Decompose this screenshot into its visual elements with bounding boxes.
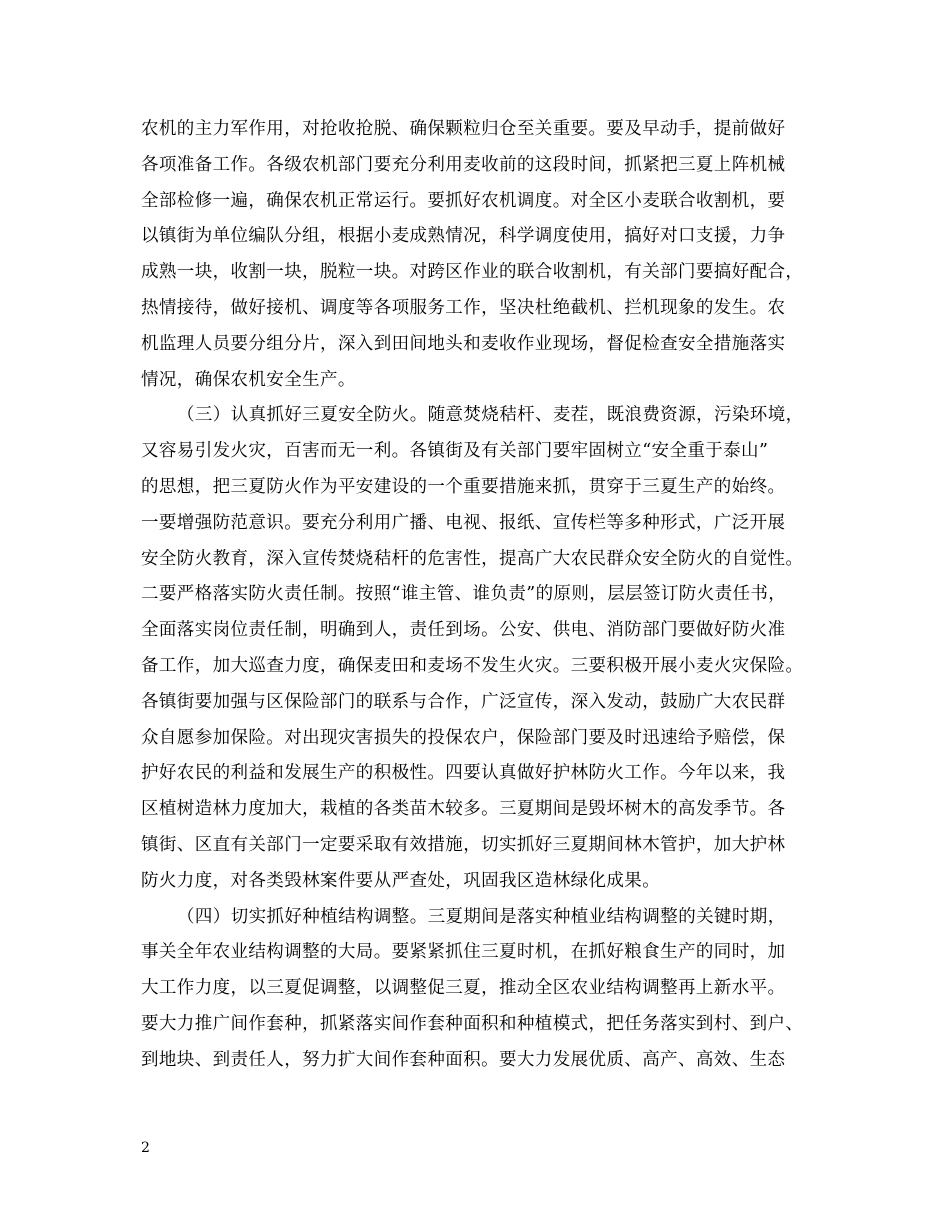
text-line: 情况，确保农机安全生产。 xyxy=(141,369,356,390)
text-line: 农机的主力军作用，对抢收抢脱、确保颗粒归仓至关重要。要及早动手，提前做好 xyxy=(141,119,786,139)
text-line: 防火力度，对各类毁林案件要从严查处，巩固我区造林绿化成果。 xyxy=(141,870,661,891)
text-line: 到地块、到责任人，努力扩大间作套种面积。要大力发展优质、高产、高效、生态 xyxy=(141,1049,786,1070)
body-text xyxy=(141,112,813,1079)
text-line: 成熟一块，收割一块，脱粒一块。对跨区作业的联合收割机，有关部门要搞好配合， xyxy=(141,262,804,283)
text-line: 各镇街要加强与区保险部门的联系与合作，广泛宣传，深入发动，鼓励广大农民群 xyxy=(141,691,786,712)
text-line: 以镇街为单位编队分组，根据小麦成熟情况，科学调度使用，搞好对口支援，力争 xyxy=(141,226,786,247)
text-line: 一要增强防范意识。要充分利用广播、电视、报纸、宣传栏等多种形式，广泛开展 xyxy=(141,512,786,533)
section-heading-line: （四）切实抓好种植结构调整。三夏期间是落实种植业结构调整的关键时期， xyxy=(177,906,786,927)
text-line: 全面落实岗位责任制，明确到人，责任到场。公安、供电、消防部门要做好防火准 xyxy=(141,620,786,641)
text-line: 热情接待，做好接机、调度等各项服务工作，坚决杜绝截机、拦机现象的发生。农 xyxy=(141,297,786,318)
text-line: 护好农民的利益和发展生产的积极性。四要认真做好护林防火工作。今年以来，我 xyxy=(141,763,786,784)
text-line: 机监理人员要分组分片，深入到田间地头和麦收作业现场，督促检查安全措施落实 xyxy=(141,333,786,354)
text-line: 全部检修一遍，确保农机正常运行。要抓好农机调度。对全区小麦联合收割机，要 xyxy=(141,190,786,211)
text-line: 事关全年农业结构调整的大局。要紧紧抓住三夏时机，在抓好粮食生产的同时，加 xyxy=(141,942,786,963)
text-line: 众自愿参加保险。对出现灾害损失的投保农户，保险部门要及时迅速给予赔偿，保 xyxy=(141,727,786,748)
text-line: 各项准备工作。各级农机部门要充分利用麦收前的这段时间，抓紧把三夏上阵机械 xyxy=(141,154,786,175)
text-line: 要大力推广间作套种，抓紧落实间作套种面积和种植模式，把任务落实到村、到户、 xyxy=(141,1013,804,1034)
text-line: 安全防火教育，深入宣传焚烧秸杆的危害性，提高广大农民群众安全防火的自觉性。 xyxy=(141,548,804,569)
section-heading-line: （三）认真抓好三夏安全防火。随意焚烧秸杆、麦茬，既浪费资源，污染环境， xyxy=(177,405,804,426)
text-line: 大工作力度，以三夏促调整，以调整促三夏，推动全区农业结构调整再上新水平。 xyxy=(141,978,786,999)
text-line: 的思想，把三夏防火作为平安建设的一个重要措施来抓，贯穿于三夏生产的始终。 xyxy=(141,476,786,497)
paragraph-farm-machinery xyxy=(141,112,813,398)
text-line: 又容易引发火灾，百害而无一利。各镇街及有关部门要牢固树立“安全重于泰山” xyxy=(141,441,769,462)
text-line: 镇街、区直有关部门一定要采取有效措施，切实抓好三夏期间林木管护，加大护林 xyxy=(141,834,786,855)
text-line: 区植树造林力度加大，栽植的各类苗木较多。三夏期间是毁坏树木的高发季节。各 xyxy=(141,799,786,820)
paragraph-fire-safety xyxy=(141,398,813,899)
text-line: 备工作，加大巡查力度，确保麦田和麦场不发生火灾。三要积极开展小麦火灾保险。 xyxy=(141,655,804,676)
page-number: 2 xyxy=(141,1140,150,1156)
paragraph-planting-structure xyxy=(141,900,813,1079)
text-line: 二要严格落实防火责任制。按照“谁主管、谁负责”的原则，层层签订防火责任书， xyxy=(141,584,787,605)
